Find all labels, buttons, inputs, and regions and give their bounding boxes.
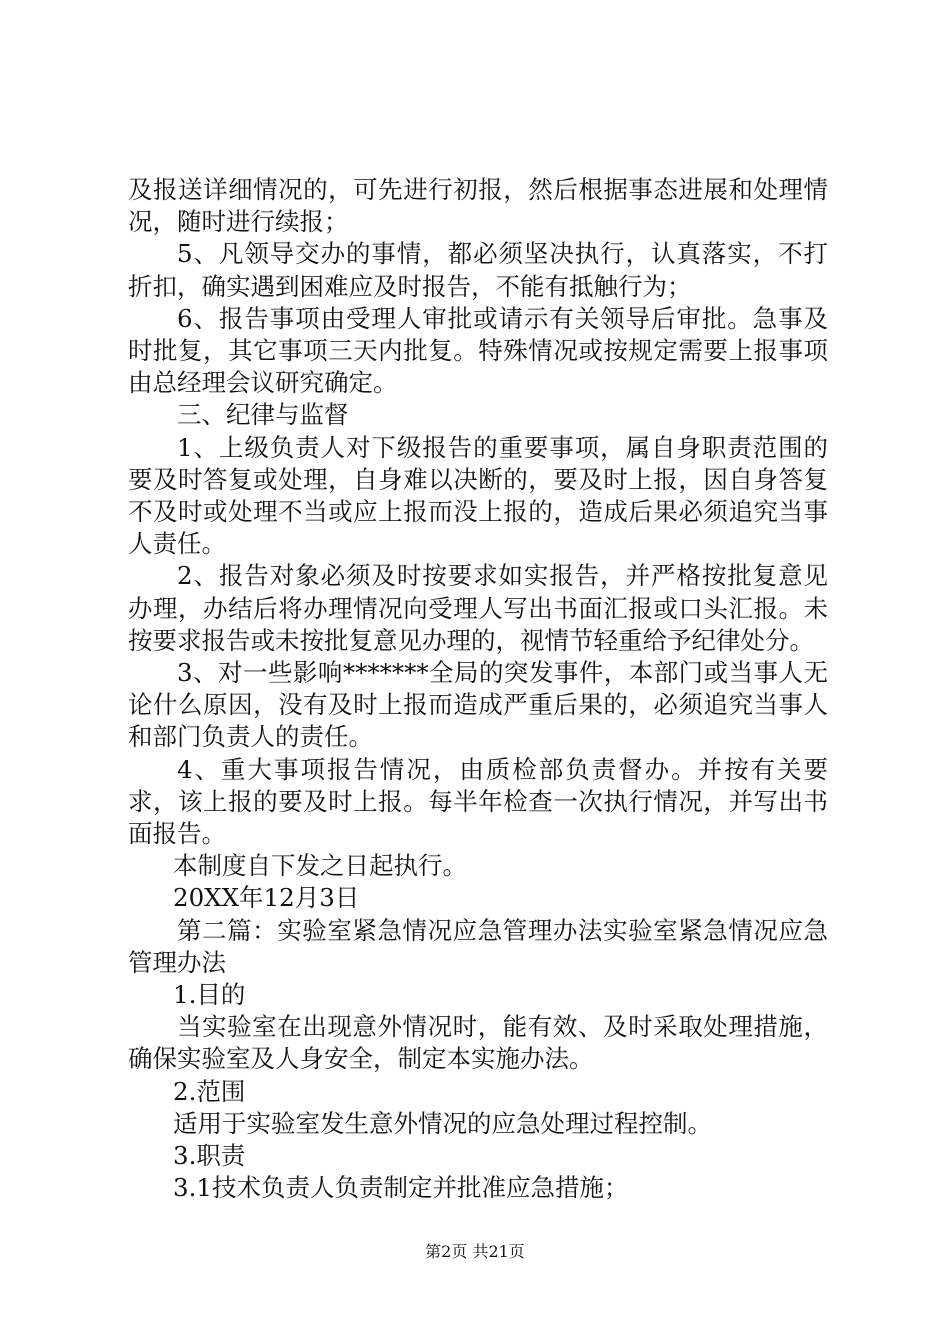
paragraph-item-5: 5、凡领导交办的事情，都必须坚决执行，认真落实，不打折扣，确实遇到困难应及时报告，不能有抵触行为； [128, 239, 828, 301]
document-date: 20XX年12月3日 [173, 883, 360, 913]
paragraph-discipline-3: 3、对一些影响*******全局的突发事件，本部门或当事人无论什么原因，没有及时上报而造成严重后果的，必须追究当事人和部门负责人的责任。 [128, 658, 828, 752]
chapter-title-part-two: 第二篇：实验室紧急情况应急管理办法实验室紧急情况应急管理办法 [128, 915, 828, 977]
heading-scope: 2.范围 [173, 1076, 246, 1106]
paragraph-discipline-2: 2、报告对象必须及时按要求如实报告，并严格按批复意见办理，办结后将办理情况向受理人写出书面汇报或口头汇报。未按要求报告或未按批复意见办理的，视情节轻重给予纪律处分。 [128, 561, 828, 655]
page-footer: 第2页 共21页 [425, 1242, 525, 1261]
document-body [128, 174, 828, 1205]
paragraph-item-6: 6、报告事项由受理人审批或请示有关领导后审批。急事及时批复，其它事项三天内批复。特殊情况或按规定需要上报事项由总经理会议研究确定。 [128, 303, 828, 398]
paragraph-purpose: 当实验室在出现意外情况时，能有效、及时采取处理措施，确保实验室及人身安全，制定本实施办法。 [128, 1012, 828, 1074]
paragraph-responsibility-3-1: 3.1技术负责人负责制定并批准应急措施； [173, 1173, 629, 1203]
heading-responsibility: 3.职责 [173, 1141, 246, 1171]
section-heading-discipline: 三、纪律与监督 [177, 400, 349, 430]
paragraph-continued-report: 及报送详细情况的，可先进行初报，然后根据事态进展和处理情况，随时进行续报； [128, 175, 828, 237]
paragraph-effective-clause: 本制度自下发之日起执行。 [173, 851, 467, 881]
paragraph-scope: 适用于实验室发生意外情况的应急处理过程控制。 [173, 1108, 712, 1138]
paragraph-discipline-4: 4、重大事项报告情况，由质检部负责督办。并按有关要求，该上报的要及时上报。每半年检查一次执行情况，并写出书面报告。 [128, 754, 828, 849]
heading-purpose: 1.目的 [173, 980, 246, 1010]
paragraph-discipline-1: 1、上级负责人对下级报告的重要事项，属自身职责范围的要及时答复或处理，自身难以决断的，要及时上报，因自身答复不及时或处理不当或应上报而没上报的，造成后果必须追究当事人责任。 [128, 432, 828, 559]
